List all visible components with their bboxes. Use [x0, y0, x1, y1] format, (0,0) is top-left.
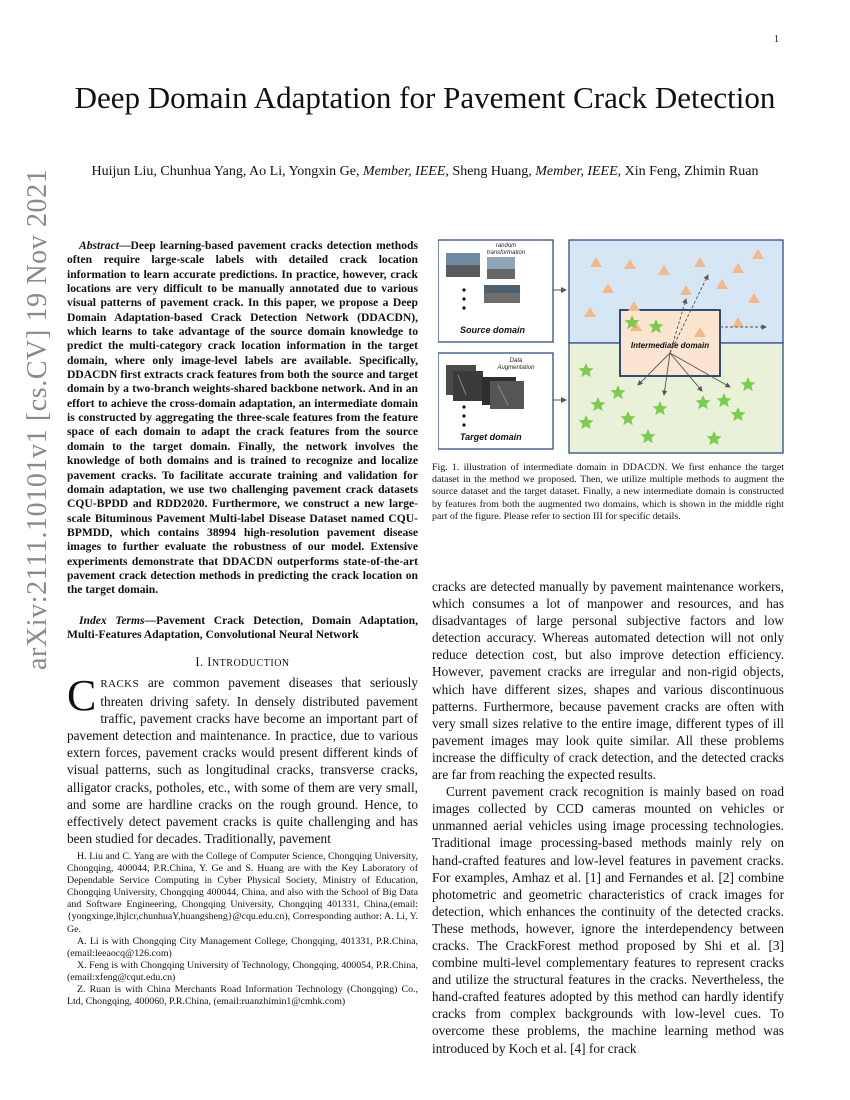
target-domain-label: Target domain: [460, 432, 522, 442]
arxiv-identifier: arXiv:2111.10101v1 [cs.CV] 19 Nov 2021: [22, 168, 53, 670]
author-list: [62, 162, 788, 181]
authors-part-3: Xin Feng, Zhimin Ruan: [621, 164, 759, 179]
intro-text: are common pavement diseases that seriously threaten driving safety. In densely distributed pavement traffic, pavement cracks have become an important part of pavement detection and maintenance. In practice, due to various extern forces, pavement cracks would present different kinds of visual patterns, such as longitudinal cracks, transverse cracks, alligator cracks, potholes, etc., with some of them are very small, and some are hardline cracks on the rough ground. Hence, to effectively detect pavement cracks is quite challenging and has been studied for decades. Traditionally, pavement: [67, 675, 418, 846]
drop-cap: C: [67, 671, 97, 720]
member-ieee-2: Member, IEEE,: [535, 164, 622, 179]
footnotes: [67, 851, 418, 1008]
abstract-text: —Deep learning-based pavement cracks detection methods often require large-scale labels with detailed crack location information to learn accurate predictions. In practice, however, crack locations are very difficult to be manually annotated due to various visual patterns of pavement crack. In this paper, we propose a Deep Domain Adaptation-based Crack Detection Network (DDACDN), which learns to take advantage of the source domain knowledge to predict the multi-category crack location information in the target domain, where only image-level labels are available. Specifically, DDACDN first extracts crack features from both the source and target domain by a two-branch weights-shared backbone network. And in an effort to achieve the cross-domain adaptation, an intermediate domain is constructed by aggregating the three-scale features from the feature space of each domain to adapt the crack features from the source domain to the target domain. Finally, the network involves the knowledge of both domains and is trained to recognize and localize pavement cracks. To facilitate accurate training and validation for domain adaptation, we use two challenging pavement crack datasets CQU-BPDD and RDD2020. Furthermore, we construct a new large-scale Bituminous Pavement Multi-label Disease Dataset named CQU-BPMDD, which contains 38994 high-resolution pavement disease images to further evaluate the robustness of our model. Extensive experiments demonstrate that DDACDN outperforms state-of-the-art pavement crack detection methods in predicting the crack location on the target domain.: [67, 239, 418, 597]
footnote-2: A. Li is with Chongqing City Management College, Chongqing, 401331, P.R.China,(email:leeaocq@126.com): [67, 935, 418, 959]
right-paragraph-1: cracks are detected manually by pavement maintenance workers, which consumes a lot of manpower and resources, and has disadvantages of large personal subjective factors and low detection accuracy. Whereas automated detection will not only reduce detection cost, but also improve detection efficiency. However, pavement cracks are irregular and non-rigid objects, which have different sizes, shapes and various discontinuous patterns. Furthermore, because pavement cracks are often with very small sizes relative to the entire image, different types of ill pavement images may look quite similar. All these problems increase the difficulty of crack detection, and the detected cracks are far from reaching the expected results.: [432, 579, 784, 783]
figure-intermediate-domain: [438, 235, 784, 455]
label-transformation: transformation: [486, 250, 526, 256]
footnote-4: Z. Ruan is with China Merchants Road Information Technology (Chongqing) Co., Ltd, Chongqing, 400060, P.R.China, (email:ruanzhimin1@cmhk.com): [67, 984, 418, 1008]
label-data: Data: [509, 358, 523, 364]
section-heading-introduction: I. INTRODUCTION: [195, 655, 290, 669]
paper-title: Deep Domain Adaptation for Pavement Crack Detection: [74, 80, 776, 115]
figure-caption: Fig. 1. illustration of intermediate domain in DDACDN. We first enhance the target dataset in the method we proposed. Then, we utilize multiple methods to augment the source dataset and the target dataset. Finally, a new intermediate domain is constructed by features from both the augmented two domains, which is shown in the middle right part of the figure. Please refer to section III for specific details.: [432, 462, 784, 522]
right-column-body: [432, 578, 784, 1057]
right-paragraph-2: Current pavement crack recognition is mainly based on road images collected by CCD cameras mounted on vehicles or unmanned aerial vehicles using image processing technologies. Traditional image processing-based methods mainly rely on hand-crafted features and low-level features in pavement cracks. For examples, Amhaz et al. [1] and Fernandes et al. [2] combine photometric and geometric characteristics of crack images for detection, which enhances the continuity of the detected cracks. These methods, however, ignore the interdependency between cracks. The CrackForest method proposed by Shi et al. [3] combine multi-level complementary features to represent cracks and utilize the structural features in the cracks. Nevertheless, the hand-crafted features adopted by this method can hardly identify cracks from complex backgrounds with low-level cues. To overcome these problems, the machine learning method was introduced by Koch et al. [4] for crack: [432, 784, 784, 1056]
member-ieee-1: Member, IEEE,: [363, 164, 449, 179]
label-random: random: [495, 243, 517, 249]
page-number: 1: [774, 34, 779, 45]
authors-part-1: Huijun Liu, Chunhua Yang, Ao Li, Yongxin Ge,: [91, 164, 363, 179]
source-domain-label: Source domain: [460, 325, 526, 335]
abstract-label: Abstract: [79, 239, 119, 252]
footnote-3: X. Feng is with Chongqing University of Technology, Chongqing, 400054, P.R.China,(email:xfeng@cqut.edu.cn): [67, 959, 418, 983]
index-terms: [67, 614, 418, 643]
introduction-paragraph: [67, 671, 418, 847]
index-terms-text: —Pavement Crack Detection, Domain Adaptation, Multi-Features Adaptation, Convolutional Neural Network: [67, 614, 418, 642]
authors-part-2: Sheng Huang,: [448, 164, 536, 179]
abstract: [67, 239, 418, 598]
index-terms-label: Index Terms: [79, 614, 145, 627]
label-augmentation: Augmentation: [497, 365, 535, 371]
footnote-1: H. Liu and C. Yang are with the College of Computer Science, Chongqing University, Chongqing, 400044, P.R.China, Y. Ge and S. Huang are with the Key Laboratory of Dependable Service Computing in Cyber Physical Society, Ministry of Education, Chongqing University, Chongqing 400044, China, and also with the School of Big Data and Software Engineering, Chongqing University, Chongqing 401331, China,(email:{yongxinge,lhjlcr,chunhuaY,huangsheng}@cqu.edu.cn), Corresponding author: A. Li, Y. Ge.: [67, 851, 418, 935]
intro-smallcaps: RACKS: [100, 678, 140, 690]
intermediate-domain-label: Intermediate domain: [630, 341, 710, 350]
